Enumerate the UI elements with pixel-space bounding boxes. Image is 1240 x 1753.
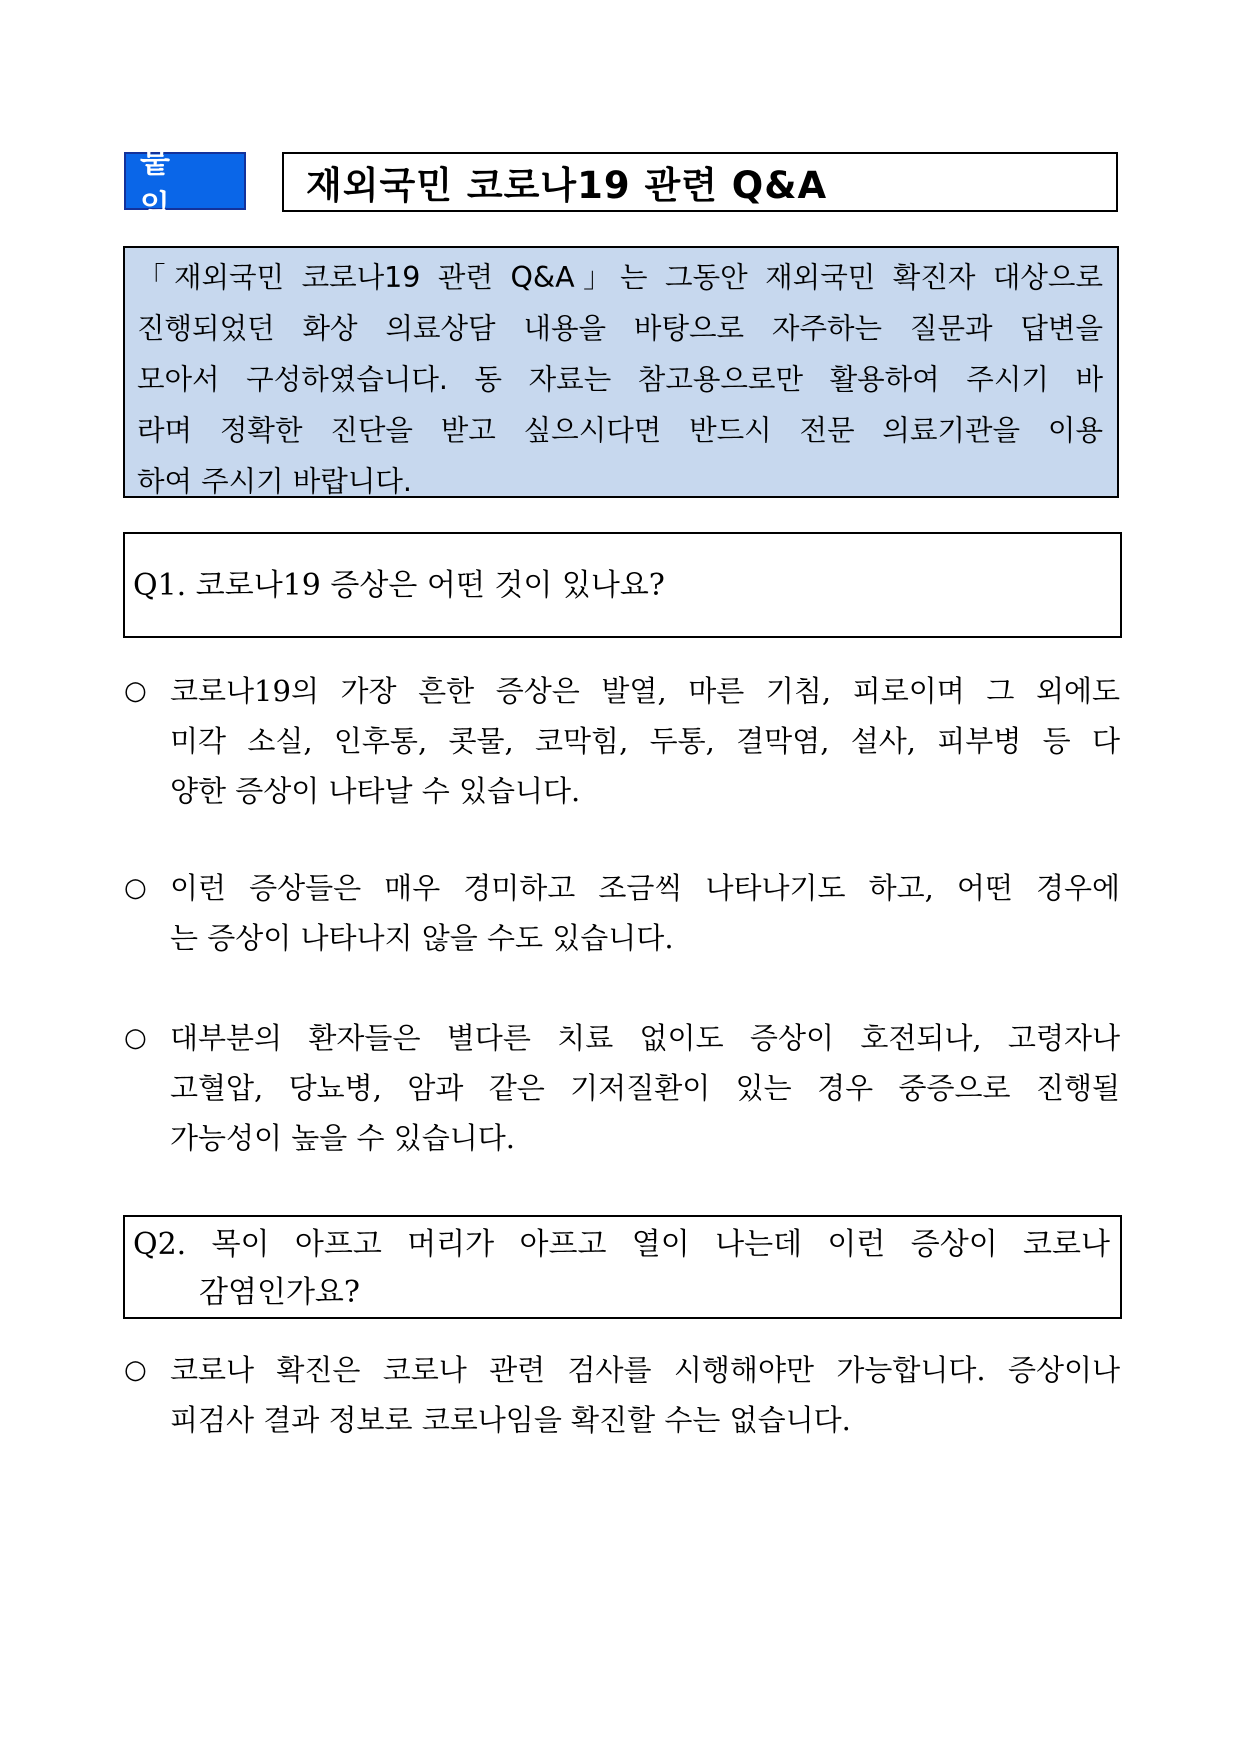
intro-line: 「재외국민 코로나19 관련 Q&A」는 그동안 재외국민 확진자 대상으로	[137, 261, 1103, 294]
bullet-icon: ○	[124, 1355, 147, 1385]
attachment-badge: 붙 임	[124, 152, 246, 210]
intro-line: 라며 정확한 진단을 받고 싶으시다면 반드시 전문 의료기관을 이용	[137, 414, 1103, 447]
answer-line: 가능성이 높을 수 있습니다.	[170, 1121, 516, 1155]
bullet-icon: ○	[124, 1023, 147, 1053]
page-title: 재외국민 코로나19 관련 Q&A	[282, 152, 1118, 212]
answer-line: 코로나 확진은 코로나 관련 검사를 시행해야만 가능합니다. 증상이나	[170, 1353, 1120, 1387]
answer-item	[124, 863, 1120, 963]
intro-box	[123, 246, 1119, 498]
answer-line: 피검사 결과 정보로 코로나임을 확진할 수는 없습니다.	[170, 1403, 851, 1437]
answer-line: 는 증상이 나타나지 않을 수도 있습니다.	[170, 921, 674, 955]
bullet-icon: ○	[124, 873, 147, 903]
answer-line: 이런 증상들은 매우 경미하고 조금씩 나타나기도 하고, 어떤 경우에	[170, 871, 1120, 905]
intro-line: 진행되었던 화상 의료상담 내용을 바탕으로 자주하는 질문과 답변을	[137, 312, 1103, 345]
intro-line: 모아서 구성하였습니다. 동 자료는 참고용으로만 활용하여 주시기 바	[137, 363, 1103, 396]
answer-line: 대부분의 환자들은 별다른 치료 없이도 증상이 호전되나, 고령자나	[170, 1021, 1120, 1055]
question-text: 감염인가요?	[199, 1275, 360, 1310]
answer-item	[124, 666, 1120, 816]
question-box-q1	[123, 532, 1122, 638]
bullet-icon: ○	[124, 676, 147, 706]
answer-item	[124, 1013, 1120, 1163]
question-text: Q1. 코로나19 증상은 어떤 것이 있나요?	[133, 568, 665, 603]
answer-line: 코로나19의 가장 흔한 증상은 발열, 마른 기침, 피로이며 그 외에도	[170, 674, 1120, 708]
answer-line: 미각 소실, 인후통, 콧물, 코막힘, 두통, 결막염, 설사, 피부병 등 다	[170, 724, 1120, 758]
answer-item	[124, 1345, 1120, 1445]
intro-line: 하여 주시기 바랍니다.	[137, 465, 412, 498]
question-text: Q2. 목이 아프고 머리가 아프고 열이 나는데 이런 증상이 코로나	[133, 1227, 1110, 1262]
question-box-q2	[123, 1215, 1122, 1319]
answer-line: 양한 증상이 나타날 수 있습니다.	[170, 774, 581, 808]
answer-line: 고혈압, 당뇨병, 암과 같은 기저질환이 있는 경우 중증으로 진행될	[170, 1071, 1120, 1105]
